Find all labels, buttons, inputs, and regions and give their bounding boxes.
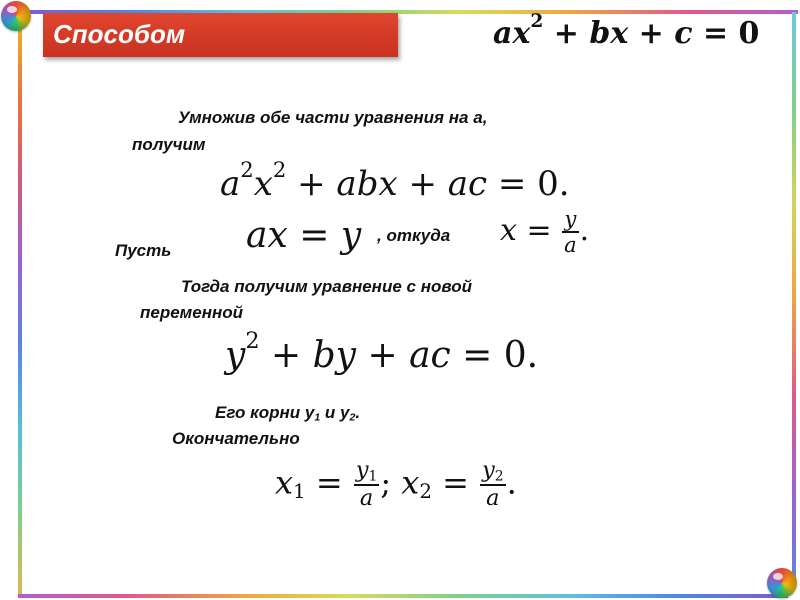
equation-multiplied: $a^2x^2$ + abx + ac = 0. xyxy=(220,157,570,204)
rainbow-orb-icon xyxy=(767,568,797,598)
text-let: Пусть xyxy=(115,241,172,260)
title-banner xyxy=(43,13,398,57)
text-whence: , откуда xyxy=(377,226,451,245)
slide-title: Способом xyxy=(53,19,186,49)
text-multiply-line2: получим xyxy=(132,135,206,154)
equation-new-variable: $y^2$ + by + ac = 0. xyxy=(225,328,539,376)
rainbow-orb-icon xyxy=(1,1,31,31)
equation-substitution: ax = y xyxy=(246,215,362,256)
frame-bottom-line xyxy=(18,594,788,598)
text-multiply-line1: Умножив обе части уравнения на а, xyxy=(178,108,488,127)
text-finally: Окончательно xyxy=(172,429,300,448)
text-then-line1: Тогда получим уравнение с новой xyxy=(181,277,472,296)
equation-x-expressed: x = $\frac{y}{a}$ . xyxy=(500,207,590,258)
header-formula: $ax^2$ + bx + c = 0 xyxy=(493,11,760,51)
frame-right-line xyxy=(792,12,796,588)
text-roots: Его корни $у_1$ и $у_2$. xyxy=(215,403,361,424)
text-then-line2: переменной xyxy=(140,303,244,322)
frame-left-line xyxy=(18,12,22,596)
equation-final: $x_1$ = $\frac{y_1}{a}$ ; $x_2$ = $\frac{y_2}{a}$ . xyxy=(275,457,517,511)
